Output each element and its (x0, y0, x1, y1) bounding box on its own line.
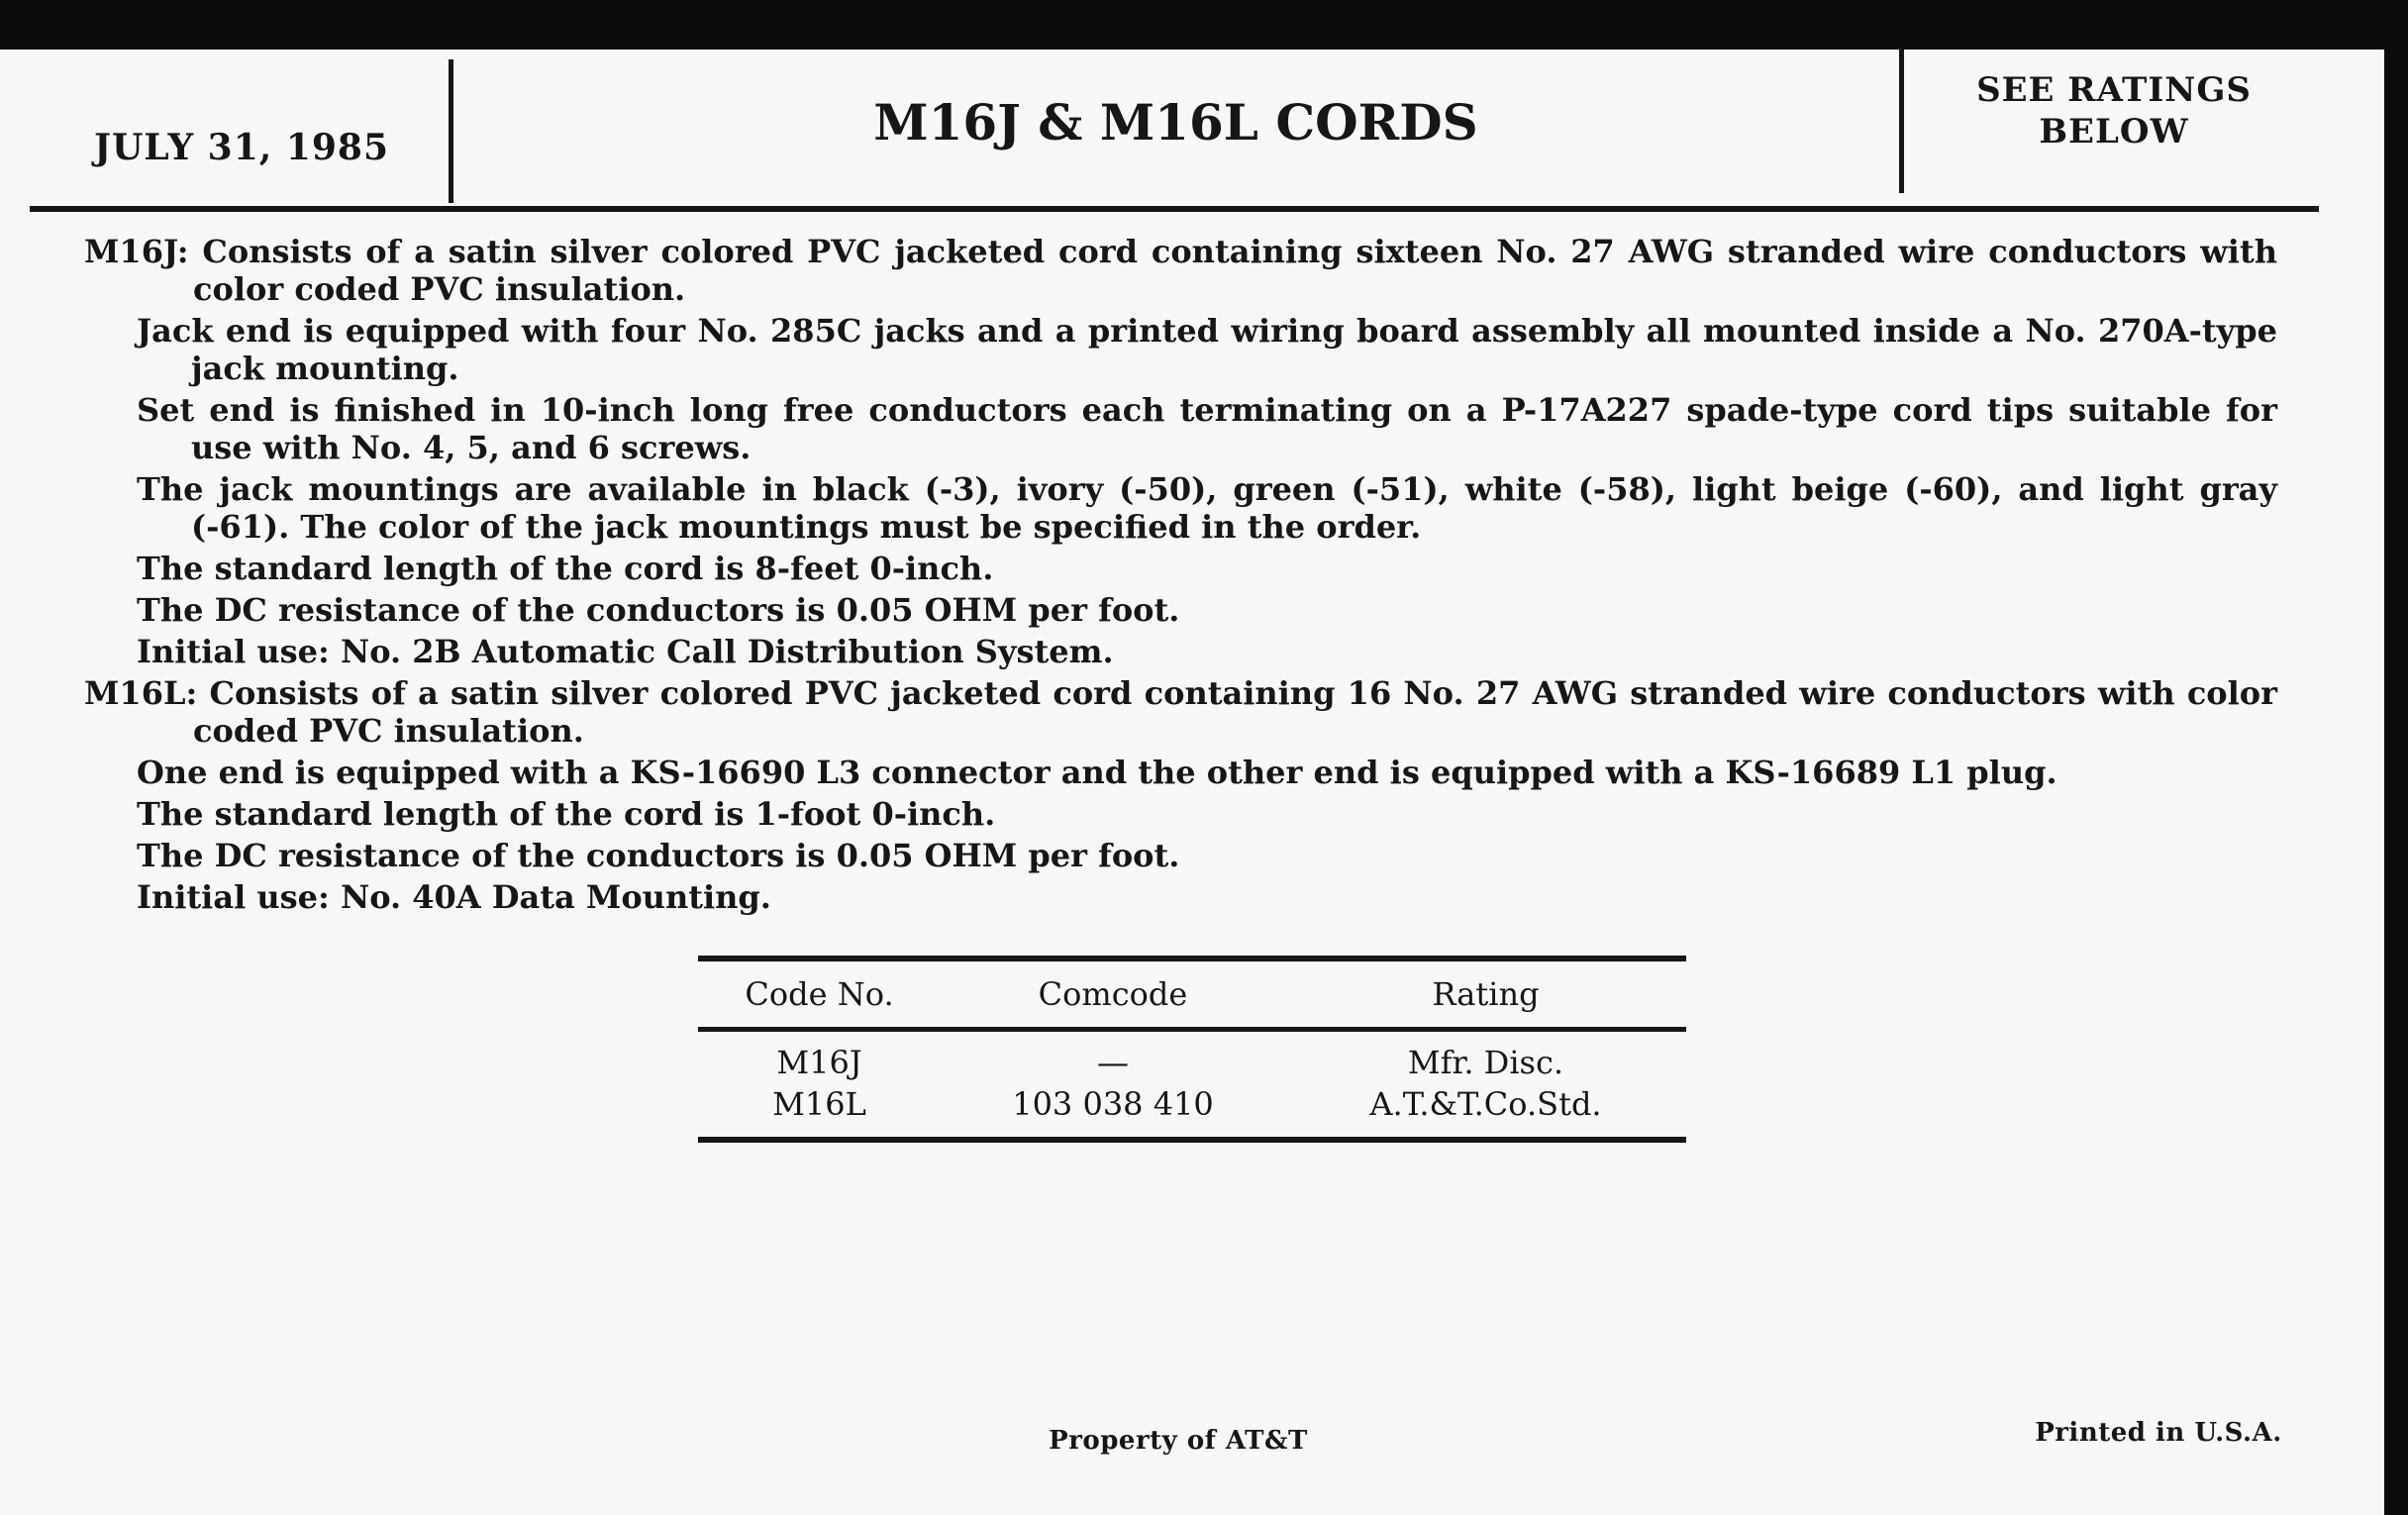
m16l-length: The standard length of the cord is 1-foot 0-inch. (137, 795, 996, 833)
m16j-jack-end: Jack end is equipped with four No. 285C jacks and a printed wiring board assembly all mounted inside a No. 270A-type jack mounting. (137, 312, 2277, 387)
page-title: M16J & M16L CORDS (873, 93, 1478, 152)
m16j-colors: The jack mountings are available in black (-3), ivory (-50), green (-51), white (-58), light beige (-60), and light gray (-61). The color of the jack mountings must be specified in the order. (137, 470, 2277, 546)
ratings-note-line2: BELOW (2039, 112, 2189, 152)
table-body (698, 1032, 1686, 1137)
code-cell: M16L (772, 1085, 866, 1123)
comcode-cell: — (1097, 1044, 1129, 1081)
table-row (698, 1083, 1686, 1125)
ratings-table (698, 956, 1686, 1143)
m16j-description: M16J: Consists of a satin silver colored PVC jacketed cord containing sixteen No. 27 AWG stranded wire conductors with color coded PVC insulation. (84, 233, 2277, 308)
rating-cell: Mfr. Disc. (1407, 1044, 1564, 1081)
spec-card (0, 50, 2384, 1515)
code-cell: M16J (776, 1044, 862, 1081)
printed-notice: Printed in U.S.A. (2035, 1418, 2282, 1448)
header-rating: Rating (1432, 975, 1540, 1013)
m16j-initial-use: Initial use: No. 2B Automatic Call Distribution System. (137, 633, 1114, 670)
ratings-note-line1: SEE RATINGS (1976, 70, 2252, 110)
specification-body (84, 233, 2277, 920)
property-notice: Property of AT&T (1049, 1426, 1308, 1456)
m16j-resistance: The DC resistance of the conductors is 0.05 OHM per foot. (137, 591, 1180, 629)
m16l-initial-use: Initial use: No. 40A Data Mounting. (137, 878, 771, 916)
ratings-note (1916, 69, 2312, 152)
header-comcode: Comcode (1038, 975, 1188, 1013)
issue-date: JULY 31, 1985 (94, 127, 390, 168)
table-row (698, 1042, 1686, 1083)
header-rule (30, 206, 2319, 212)
header-code-no: Code No. (745, 975, 894, 1013)
table-bottom-rule (698, 1137, 1686, 1143)
header-divider-right (1899, 50, 1904, 193)
m16l-ends: One end is equipped with a KS-16690 L3 connector and the other end is equipped with a KS-16689 L1 plug. (137, 754, 2057, 791)
m16j-length: The standard length of the cord is 8-feet 0-inch. (137, 550, 994, 587)
header-divider-left (449, 59, 453, 203)
m16l-resistance: The DC resistance of the conductors is 0.05 OHM per foot. (137, 837, 1180, 874)
m16j-set-end: Set end is finished in 10-inch long free conductors each terminating on a P-17A227 spade-type cord tips suitable for use with No. 4, 5, and 6 screws. (137, 391, 2277, 466)
m16l-description: M16L: Consists of a satin silver colored PVC jacketed cord containing 16 No. 27 AWG stranded wire conductors with color coded PVC insulation. (84, 674, 2277, 750)
table-header-row (698, 961, 1686, 1027)
comcode-cell: 103 038 410 (1012, 1085, 1214, 1123)
rating-cell: A.T.&T.Co.Std. (1369, 1085, 1602, 1123)
